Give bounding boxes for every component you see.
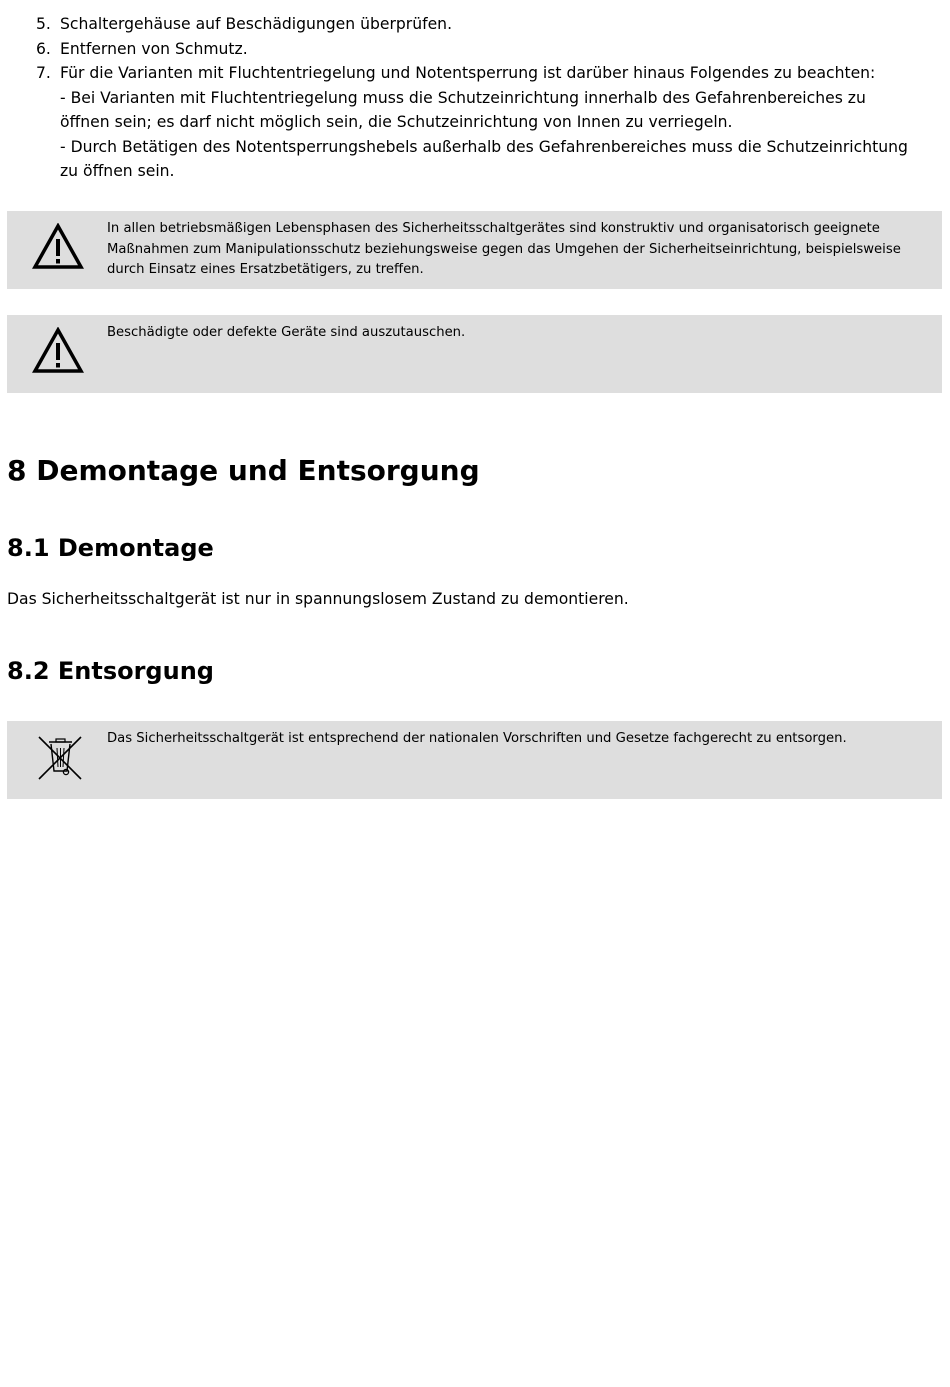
- list-item: [0, 61, 935, 184]
- notice-text: [107, 323, 922, 344]
- warning-triangle-icon: [32, 223, 84, 271]
- list-item-text: - Durch Betätigen des Notentsperrungshebels außerhalb des Gefahrenbereiches muss die Schutzeinrichtung: [60, 137, 908, 156]
- list-item-text: Für die Varianten mit Fluchtentriegelung und Notentsperrung ist darüber hinaus Folgendes zu beachten:: [60, 64, 876, 82]
- subsection-heading: 8.1 Demontage: [7, 534, 214, 562]
- list-item-text: zu öffnen sein.: [60, 162, 175, 180]
- list-item-number: 5.: [36, 15, 51, 33]
- disposal-notice-box: [7, 721, 942, 799]
- warning-notice-box: [7, 315, 942, 393]
- warning-notice-box: [7, 211, 942, 289]
- subsection-heading: 8.2 Entsorgung: [7, 657, 214, 685]
- notice-text-line: In allen betriebsmäßigen Lebensphasen des Sicherheitsschaltgerätes sind konstruktiv und organisatorisch geeignete: [107, 221, 880, 236]
- section-heading: 8 Demontage und Entsorgung: [7, 454, 480, 487]
- crossed-out-wheelie-bin-icon: [35, 734, 85, 782]
- list-item-text: Schaltergehäuse auf Beschädigungen überprüfen.: [60, 15, 453, 33]
- list-item: [0, 12, 935, 37]
- maintenance-steps-list: [0, 12, 935, 184]
- list-item-text: - Bei Varianten mit Fluchtentriegelung muss die Schutzeinrichtung innerhalb des Gefahrenbereiches zu: [60, 88, 866, 107]
- body-paragraph: Das Sicherheitsschaltgerät ist nur in spannungslosem Zustand zu demontieren.: [7, 590, 629, 608]
- list-item-number: 7.: [36, 64, 51, 82]
- notice-text-line: Das Sicherheitsschaltgerät ist entsprechend der nationalen Vorschriften und Gesetze fachgerecht zu entsorgen.: [107, 731, 847, 746]
- list-item: [0, 37, 935, 62]
- list-item-text: Entfernen von Schmutz.: [60, 39, 248, 58]
- list-item-number: 6.: [36, 39, 51, 58]
- notice-text-line: Maßnahmen zum Manipulationsschutz beziehungsweise gegen das Umgehen der Sicherheitseinrichtung, beispielsweise: [107, 241, 901, 257]
- notice-text: [107, 729, 922, 750]
- warning-triangle-icon: [32, 327, 84, 375]
- notice-text-line: durch Einsatz eines Ersatzbetätigers, zu treffen.: [107, 262, 424, 277]
- notice-text-line: Beschädigte oder defekte Geräte sind auszutauschen.: [107, 325, 466, 340]
- list-item-text: öffnen sein; es darf nicht möglich sein, die Schutzeinrichtung von Innen zu verriegeln.: [60, 113, 733, 131]
- notice-text: [107, 219, 922, 281]
